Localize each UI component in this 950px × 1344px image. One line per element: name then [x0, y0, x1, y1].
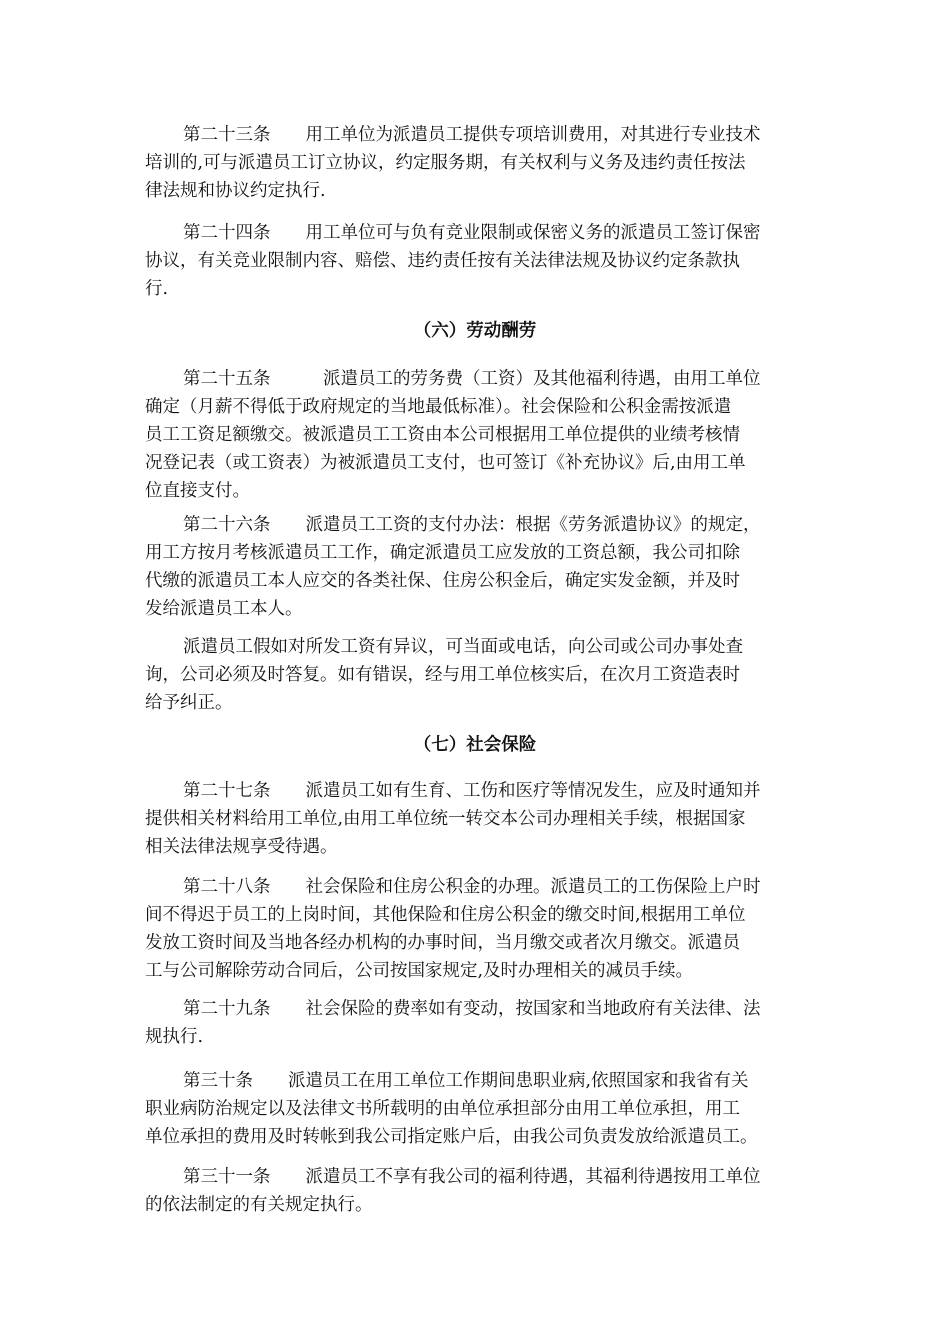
- text-line: 第二十四条 用工单位可与负有竞业限制或保密义务的派遣员工签订保密: [183, 223, 761, 243]
- text-line: 间不得迟于员工的上岗时间，其他保险和住房公积金的缴交时间,根据用工单位: [145, 905, 746, 925]
- text-line: 第二十八条 社会保险和住房公积金的办理。派遣员工的工伤保险上户时: [183, 877, 761, 897]
- text-line: 况登记表（或工资表）为被派遣员工支付，也可签订《补充协议》后,由用工单: [145, 453, 746, 473]
- text-line: 规执行.: [145, 1027, 204, 1047]
- text-line: 询，公司必须及时答复。如有错误，经与用工单位核实后，在次月工资造表时: [145, 665, 740, 685]
- text-line: 提供相关材料给用工单位,由用工单位统一转交本公司办理相关手续，根据国家: [145, 809, 746, 829]
- text-line: 职业病防治规定以及法律文书所载明的由单位承担部分由用工单位承担，用工: [145, 1099, 740, 1119]
- text-line: 员工工资足额缴交。被派遣员工工资由本公司根据用工单位提供的业绩考核情: [145, 425, 740, 445]
- section-heading-6: （六）劳动酬劳: [413, 321, 537, 341]
- section-heading-7: （七）社会保险: [413, 735, 537, 755]
- text-line: 第二十六条 派遣员工工资的支付办法：根据《劳务派遣协议》的规定，: [183, 515, 761, 535]
- text-line: 第二十五条 派遣员工的劳务费（工资）及其他福利待遇，由用工单位: [183, 369, 761, 389]
- text-line: 的依法制定的有关规定执行。: [145, 1195, 373, 1215]
- text-line: 给予纠正。: [145, 693, 233, 713]
- text-line: 工与公司解除劳动合同后，公司按国家规定,及时办理相关的减员手续。: [145, 961, 694, 981]
- text-line: 派遣员工假如对所发工资有异议，可当面或电话，向公司或公司办事处查: [183, 637, 743, 657]
- text-line: 培训的,可与派遣员工订立协议，约定服务期，有关权利与义务及违约责任按法: [145, 153, 746, 173]
- text-line: 第三十一条 派遣员工不享有我公司的福利待遇，其福利待遇按用工单位: [183, 1167, 761, 1187]
- text-line: 确定（月薪不得低于政府规定的当地最低标准）。社会保险和公积金需按派遣: [145, 397, 732, 417]
- text-line: 位直接支付。: [145, 481, 250, 501]
- text-line: 发给派遣员工本人。: [145, 599, 303, 619]
- text-line: 第二十七条 派遣员工如有生育、工伤和医疗等情况发生，应及时通知并: [183, 781, 761, 801]
- text-line: 律法规和协议约定执行.: [145, 181, 326, 201]
- text-line: 第二十三条 用工单位为派遣员工提供专项培训费用，对其进行专业技术: [183, 125, 761, 145]
- text-line: 第三十条 派遣员工在用工单位工作期间患职业病,依照国家和我省有关: [183, 1071, 749, 1091]
- text-line: 行.: [145, 279, 169, 299]
- text-line: 单位承担的费用及时转帐到我公司指定账户后，由我公司负责发放给派遣员工。: [145, 1127, 758, 1147]
- text-line: 代缴的派遣员工本人应交的各类社保、住房公积金后，确定实发金额，并及时: [145, 571, 740, 591]
- text-line: 发放工资时间及当地各经办机构的办事时间，当月缴交或者次月缴交。派遣员: [145, 933, 740, 953]
- text-line: 第二十九条 社会保险的费率如有变动，按国家和当地政府有关法律、法: [183, 999, 761, 1019]
- text-line: 协议，有关竞业限制内容、赔偿、违约责任按有关法律法规及协议约定条款执: [145, 251, 740, 271]
- text-line: 用工方按月考核派遣员工工作，确定派遣员工应发放的工资总额，我公司扣除: [145, 543, 740, 563]
- text-line: 相关法律法规享受待遇。: [145, 837, 338, 857]
